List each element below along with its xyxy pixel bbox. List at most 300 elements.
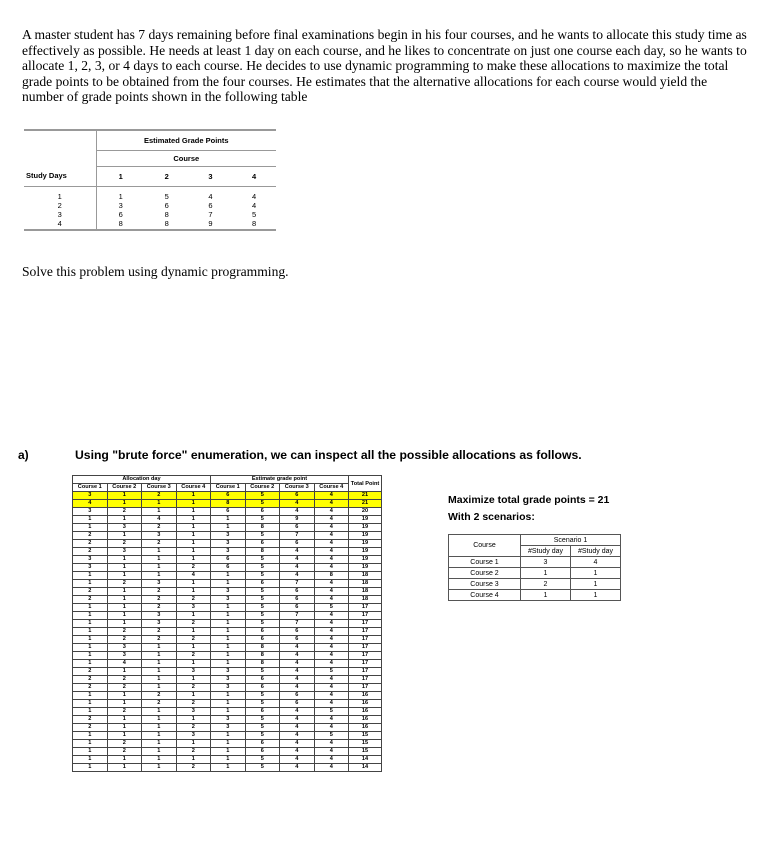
part-a-label: a) [18,448,29,462]
allocation-row [73,532,382,540]
allocation-cell: 1 [142,668,177,676]
allocation-cell: 4 [280,652,315,660]
total-point-cell: 18 [349,572,382,580]
allocation-cell: 9 [280,516,315,524]
allocation-cell: 1 [176,516,211,524]
grade-row: 1 1 5 4 4 [57,192,257,201]
allocation-cell: 1 [107,732,142,740]
allocation-cell: 2 [107,676,142,684]
allocation-cell: 4 [314,652,349,660]
allocation-cell: 1 [211,740,246,748]
allocation-cell: 1 [211,764,246,772]
scenario-sub-header: #Study day [521,546,571,557]
allocation-cell: 3 [73,508,108,516]
allocation-cell: 2 [73,540,108,548]
allocation-cell: 4 [314,620,349,628]
allocation-cell: 1 [107,668,142,676]
allocation-cell: 1 [107,596,142,604]
allocation-cell: 1 [73,580,108,588]
allocation-cell: 1 [73,636,108,644]
allocation-cell: 5 [245,532,280,540]
allocation-cell: 8 [245,660,280,668]
allocation-cell: 3 [142,612,177,620]
total-point-cell: 19 [349,556,382,564]
grade-table-row-label: Study Days [24,166,96,186]
grade-course-header: 1 [96,166,145,186]
allocation-cell: 4 [280,644,315,652]
allocation-row [73,724,382,732]
scenario-sub-header: #Study day [571,546,621,557]
allocation-cell: 1 [107,692,142,700]
allocation-cell: 4 [314,596,349,604]
allocation-cell: 6 [211,564,246,572]
allocation-cell: 1 [211,524,246,532]
allocation-row [73,508,382,516]
allocation-cell: 2 [107,636,142,644]
allocation-cell: 3 [176,668,211,676]
allocation-cell: 2 [142,692,177,700]
allocation-cell: 1 [211,748,246,756]
allocation-cell: 1 [176,740,211,748]
allocation-cell: 4 [280,508,315,516]
result-scenarios: With 2 scenarios: [448,511,535,523]
allocation-cell: 2 [73,684,108,692]
allocation-cell: 3 [211,724,246,732]
allocation-cell: 1 [176,500,211,508]
allocation-cell: 1 [211,700,246,708]
allocation-cell: 1 [73,660,108,668]
allocation-cell: 8 [314,572,349,580]
allocation-cell: 4 [314,516,349,524]
allocation-cell: 1 [107,604,142,612]
allocation-cell: 4 [314,588,349,596]
scenario-course-header: Course [449,535,521,557]
allocation-cell: 1 [211,636,246,644]
allocation-cell: 1 [142,572,177,580]
allocation-cell: 3 [107,548,142,556]
allocation-cell: 1 [211,692,246,700]
allocation-cell: 4 [314,660,349,668]
allocation-cell: 1 [211,572,246,580]
allocation-cell: 1 [73,628,108,636]
allocation-cell: 5 [245,620,280,628]
allocation-cell: 3 [73,564,108,572]
allocation-cell: 1 [142,508,177,516]
allocation-cell: 4 [280,724,315,732]
allocation-cell: 3 [211,548,246,556]
allocation-cell: 4 [314,636,349,644]
allocation-cell: 2 [107,580,142,588]
allocation-cell: 8 [245,652,280,660]
allocation-cell: 4 [280,564,315,572]
total-point-cell: 17 [349,668,382,676]
allocation-cell: 7 [280,612,315,620]
allocation-cell: 6 [211,556,246,564]
allocation-cell: 1 [107,572,142,580]
allocation-cell: 2 [107,508,142,516]
allocation-cell: 1 [176,580,211,588]
allocation-row [73,620,382,628]
total-point-cell: 14 [349,756,382,764]
allocation-row [73,652,382,660]
allocation-cell: 4 [314,628,349,636]
allocation-cell: 3 [211,532,246,540]
allocation-cell: 1 [107,724,142,732]
allocation-cell: 6 [280,628,315,636]
allocation-row [73,540,382,548]
allocation-cell: 3 [211,588,246,596]
allocation-cell: 4 [280,556,315,564]
allocation-cell: 1 [142,732,177,740]
allocation-cell: 5 [245,564,280,572]
allocation-row [73,764,382,772]
allocation-cell: 3 [107,652,142,660]
allocation-cell: 1 [107,716,142,724]
scenario-table [448,534,621,601]
allocation-cell: 6 [245,748,280,756]
allocation-cell: 5 [245,756,280,764]
total-point-cell: 19 [349,540,382,548]
allocation-cell: 6 [245,708,280,716]
allocation-cell: 2 [73,716,108,724]
allocation-cell: 3 [73,556,108,564]
allocation-cell: 1 [73,516,108,524]
allocation-cell: 4 [314,508,349,516]
allocation-cell: 4 [280,740,315,748]
allocation-cell: 6 [211,508,246,516]
allocation-cell: 1 [73,620,108,628]
total-point-cell: 17 [349,676,382,684]
allocation-cell: 8 [245,548,280,556]
allocation-cell: 6 [245,684,280,692]
allocation-cell: 2 [142,540,177,548]
allocation-cell: 1 [107,556,142,564]
allocation-cell: 5 [245,492,280,500]
allocation-cell: 2 [142,628,177,636]
allocation-cell: 1 [107,564,142,572]
allocation-cell: 4 [280,748,315,756]
allocation-cell: 6 [245,676,280,684]
allocation-cell: 3 [211,540,246,548]
grade-course-header: 2 [145,166,189,186]
total-point-cell: 15 [349,740,382,748]
scenario-header: Scenario 1 [521,535,621,546]
allocation-cell: 6 [245,628,280,636]
total-point-cell: 17 [349,612,382,620]
allocation-cell: 1 [107,516,142,524]
total-point-cell: 21 [349,500,382,508]
allocation-cell: 2 [73,676,108,684]
allocation-cell: 6 [280,636,315,644]
total-point-cell: 17 [349,684,382,692]
allocation-cell: 2 [107,628,142,636]
grade-course-header: 4 [232,166,276,186]
allocation-cell: 6 [211,492,246,500]
allocation-cell: 1 [211,580,246,588]
total-point-header: Total Point [349,476,382,492]
total-point-cell: 17 [349,620,382,628]
allocation-cell: 1 [107,588,142,596]
allocation-cell: 1 [176,612,211,620]
allocation-cell: 2 [176,636,211,644]
allocation-cell: 3 [211,716,246,724]
allocation-cell: 1 [211,756,246,764]
allocation-row [73,644,382,652]
allocation-cell: 1 [142,548,177,556]
allocation-cell: 4 [280,716,315,724]
total-point-cell: 17 [349,636,382,644]
total-point-cell: 19 [349,516,382,524]
allocation-cell: 1 [211,660,246,668]
total-point-cell: 21 [349,492,382,500]
allocation-cell: 2 [107,684,142,692]
column-header: Course 3 [142,484,177,492]
scenario-row: Course 2 1 1 [449,568,621,579]
grade-row: 3 6 8 7 5 [57,210,257,219]
allocation-cell: 5 [245,716,280,724]
allocation-cell: 2 [142,636,177,644]
allocation-cell: 2 [142,524,177,532]
allocation-cell: 1 [107,756,142,764]
allocation-cell: 1 [142,740,177,748]
allocation-cell: 1 [142,660,177,668]
grade-points-table [24,129,276,231]
allocation-row [73,612,382,620]
allocation-row [73,564,382,572]
allocation-row [73,660,382,668]
allocation-cell: 1 [142,676,177,684]
total-point-cell: 15 [349,732,382,740]
allocation-cell: 1 [142,556,177,564]
allocation-row [73,636,382,644]
allocation-cell: 1 [73,708,108,716]
allocation-cell: 2 [73,668,108,676]
allocation-row [73,492,382,500]
allocation-cell: 5 [245,604,280,612]
allocation-cell: 1 [211,644,246,652]
allocation-cell: 1 [107,620,142,628]
allocation-cell: 1 [176,548,211,556]
allocation-cell: 2 [176,700,211,708]
part-a-title: Using "brute force" enumeration, we can inspect all the possible allocations as follows. [75,448,582,462]
allocation-cell: 1 [73,756,108,764]
allocation-cell: 2 [73,548,108,556]
allocation-cell: 6 [245,580,280,588]
total-point-cell: 18 [349,588,382,596]
allocation-row [73,596,382,604]
allocation-cell: 1 [176,540,211,548]
allocation-cell: 1 [142,644,177,652]
allocation-cell: 4 [107,660,142,668]
allocation-cell: 1 [176,756,211,764]
allocation-cell: 1 [107,612,142,620]
grade-table-course-label: Course [96,150,276,166]
allocation-cell: 4 [314,564,349,572]
allocation-row [73,628,382,636]
allocation-cell: 1 [142,564,177,572]
column-header: Course 1 [73,484,108,492]
allocation-cell: 2 [107,748,142,756]
allocation-cell: 4 [314,532,349,540]
solve-instruction: Solve this problem using dynamic programming. [22,264,289,279]
allocation-cell: 4 [280,764,315,772]
allocation-cell: 4 [280,684,315,692]
allocation-row [73,684,382,692]
allocation-cell: 7 [280,532,315,540]
allocation-cell: 8 [211,500,246,508]
allocation-row [73,604,382,612]
allocation-cell: 1 [176,508,211,516]
allocation-cell: 1 [107,492,142,500]
allocation-cell: 1 [211,516,246,524]
allocation-cell: 4 [314,764,349,772]
column-header: Course 1 [211,484,246,492]
allocation-cell: 1 [176,556,211,564]
grade-table-title: Estimated Grade Points [96,130,276,150]
total-point-cell: 16 [349,700,382,708]
total-point-cell: 17 [349,628,382,636]
allocation-cell: 1 [211,620,246,628]
allocation-cell: 6 [280,540,315,548]
allocation-cell: 1 [176,628,211,636]
allocation-day-header: Allocation day [73,476,211,484]
total-point-cell: 20 [349,508,382,516]
allocation-cell: 5 [245,700,280,708]
scenario-row: Course 3 2 1 [449,579,621,590]
allocation-cell: 5 [245,596,280,604]
allocation-cell: 1 [211,732,246,740]
allocation-cell: 5 [314,708,349,716]
total-point-cell: 14 [349,764,382,772]
allocation-cell: 6 [280,588,315,596]
allocation-cell: 2 [107,540,142,548]
grade-course-header: 3 [189,166,233,186]
allocation-cell: 2 [107,740,142,748]
allocation-cell: 6 [245,636,280,644]
allocation-cell: 4 [314,700,349,708]
allocation-cell: 6 [280,604,315,612]
allocation-cell: 5 [245,764,280,772]
allocation-row [73,572,382,580]
allocation-cell: 1 [73,700,108,708]
total-point-cell: 19 [349,532,382,540]
allocation-cell: 1 [73,732,108,740]
allocation-row [73,708,382,716]
estimate-grade-header: Estimate grade point [211,476,349,484]
allocation-cell: 3 [142,620,177,628]
allocation-cell: 4 [314,740,349,748]
allocation-cell: 1 [176,492,211,500]
allocation-cell: 2 [176,748,211,756]
allocation-cell: 2 [176,596,211,604]
allocation-row [73,740,382,748]
allocation-cell: 4 [314,612,349,620]
allocation-cell: 1 [142,708,177,716]
allocation-cell: 3 [176,708,211,716]
allocation-cell: 5 [245,588,280,596]
allocation-cell: 4 [142,516,177,524]
allocation-cell: 2 [73,596,108,604]
allocation-cell: 2 [73,588,108,596]
grade-row: 4 8 8 9 8 [24,219,276,230]
total-point-cell: 18 [349,580,382,588]
allocation-cell: 4 [314,580,349,588]
allocation-cell: 4 [314,676,349,684]
total-point-cell: 16 [349,708,382,716]
total-point-cell: 17 [349,652,382,660]
allocation-cell: 2 [142,596,177,604]
allocation-cell: 2 [176,652,211,660]
allocation-cell: 1 [142,684,177,692]
allocation-cell: 1 [142,748,177,756]
total-point-cell: 17 [349,660,382,668]
allocation-cell: 3 [73,492,108,500]
allocation-row [73,668,382,676]
allocation-cell: 3 [142,580,177,588]
allocation-cell: 1 [211,612,246,620]
allocation-cell: 3 [211,676,246,684]
allocation-cell: 8 [245,644,280,652]
allocation-cell: 3 [211,684,246,692]
allocation-cell: 3 [211,596,246,604]
allocation-cell: 6 [280,700,315,708]
allocation-cell: 5 [314,668,349,676]
scenario-row: Course 1 3 4 [449,557,621,568]
allocation-cell: 5 [245,572,280,580]
allocation-row [73,748,382,756]
allocation-cell: 1 [142,500,177,508]
column-header: Course 2 [107,484,142,492]
allocation-cell: 3 [107,524,142,532]
result-summary [448,492,609,526]
allocation-cell: 1 [73,604,108,612]
allocation-row [73,676,382,684]
allocation-cell: 1 [73,612,108,620]
allocation-cell: 1 [142,756,177,764]
scenario-row: Course 4 1 1 [449,590,621,601]
allocation-cell: 4 [280,660,315,668]
allocation-cell: 4 [280,548,315,556]
allocation-cell: 1 [73,644,108,652]
brute-force-rows [73,492,382,772]
allocation-cell: 4 [314,644,349,652]
allocation-cell: 1 [73,692,108,700]
total-point-cell: 17 [349,604,382,612]
allocation-cell: 4 [280,708,315,716]
total-point-cell: 19 [349,548,382,556]
allocation-cell: 3 [176,604,211,612]
allocation-cell: 5 [245,612,280,620]
allocation-cell: 1 [73,764,108,772]
grade-row: 2 3 6 6 4 [57,201,257,210]
allocation-cell: 4 [314,716,349,724]
allocation-cell: 4 [176,572,211,580]
allocation-row [73,516,382,524]
allocation-cell: 2 [176,764,211,772]
allocation-cell: 4 [314,692,349,700]
total-point-cell: 16 [349,692,382,700]
allocation-cell: 5 [245,500,280,508]
allocation-cell: 1 [73,652,108,660]
allocation-cell: 4 [314,540,349,548]
allocation-cell: 3 [176,732,211,740]
allocation-cell: 4 [280,732,315,740]
allocation-cell: 5 [245,556,280,564]
allocation-cell: 7 [280,580,315,588]
allocation-cell: 5 [245,732,280,740]
allocation-cell: 4 [280,676,315,684]
allocation-row [73,580,382,588]
